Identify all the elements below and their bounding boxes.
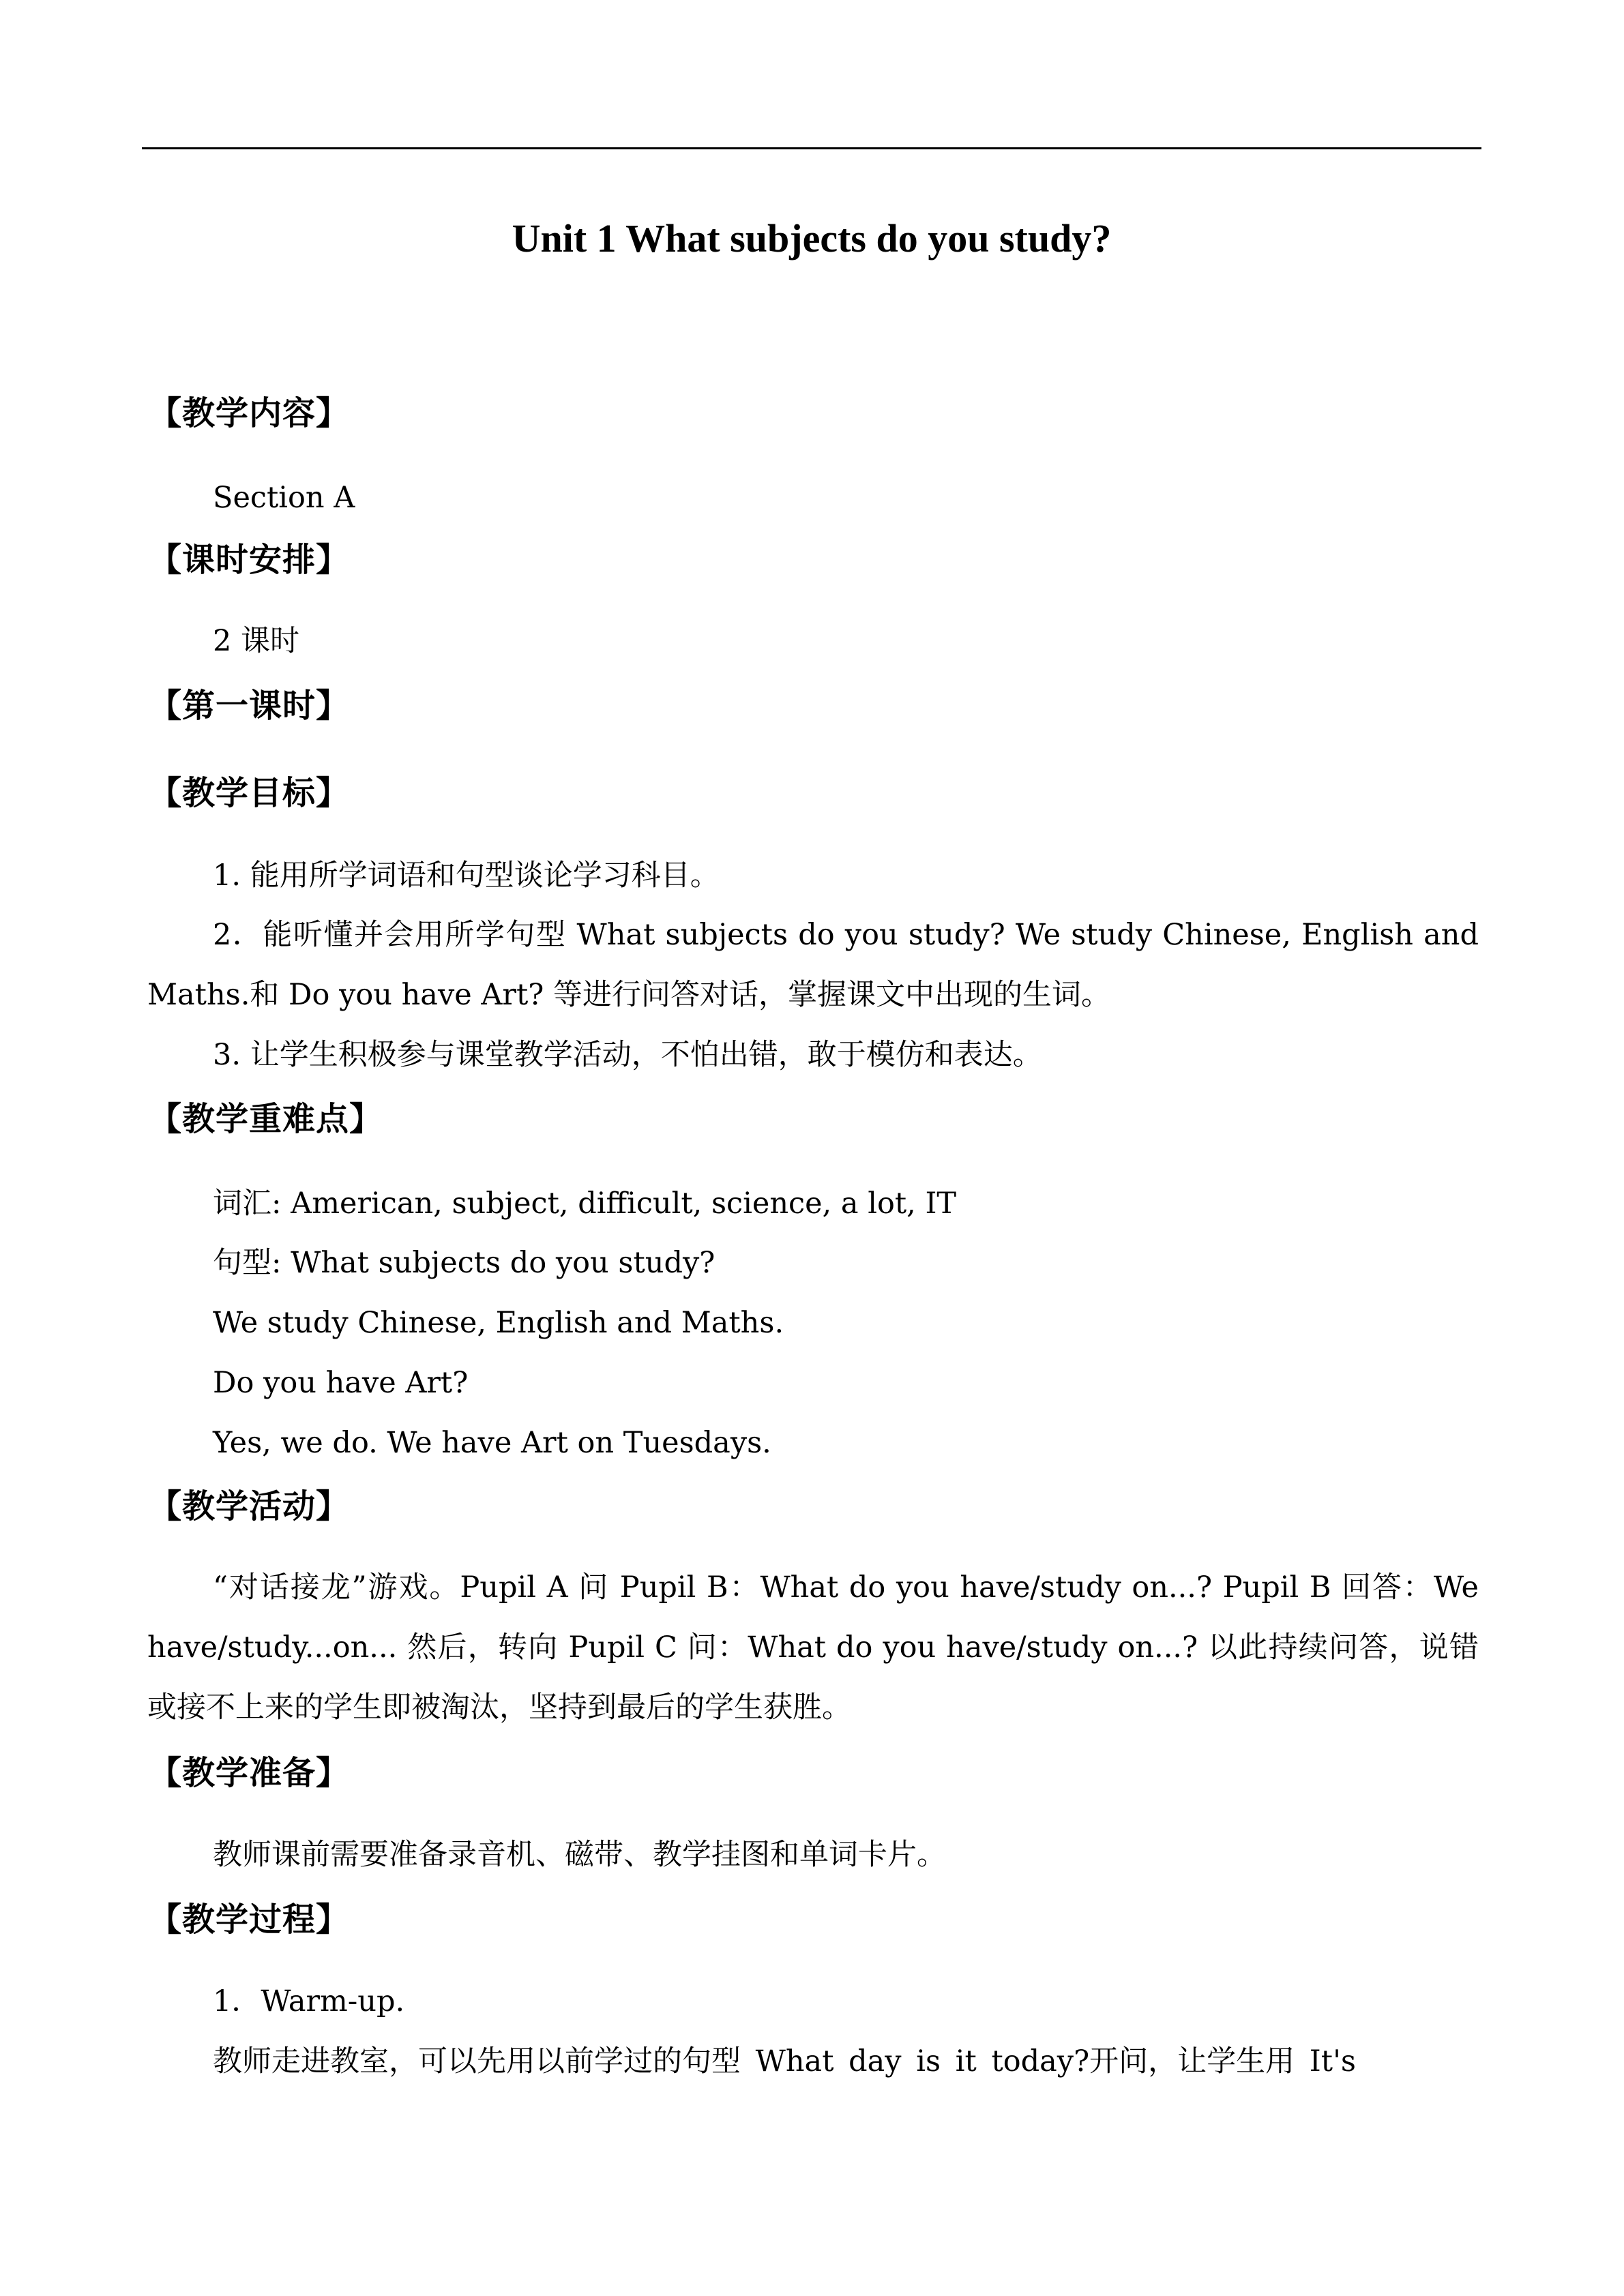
heading-objectives: 【教学目标】 [149,774,350,812]
document-title: Unit 1 What subjects do you study? [512,216,1112,260]
process-step-1: 1．Warm-up. [213,1984,405,2018]
activities-text: “对话接龙”游戏。Pupil A 问 Pupil B：What do you have/study on...? Pupil B 回答：We have/study...on... 然后，转向 Pupil C 问：What do you have/study on...? 以此持续问答，说错或接不上来的学生即被淘汰，坚持到最后的学生获胜。 [147,1570,1479,1725]
heading-schedule: 【课时安排】 [149,541,350,579]
keypoint-sentence-pattern: 句型: What subjects do you study? [213,1246,715,1280]
objective-item-1: 1. 能用所学词语和句型谈论学习科目。 [213,859,720,893]
keypoint-vocabulary: 词汇: American, subject, difficult, science, a lot, IT [213,1187,957,1221]
preparation-text: 教师课前需要准备录音机、磁带、教学挂图和单词卡片。 [213,1838,946,1872]
heading-key-points: 【教学重难点】 [149,1100,383,1138]
teaching-content-text: Section A [213,481,355,515]
heading-activities: 【教学活动】 [149,1487,350,1525]
heading-preparation: 【教学准备】 [149,1754,350,1792]
keypoint-sentence-3: Do you have Art? [213,1366,469,1400]
keypoint-sentence-2: We study Chinese, English and Maths. [213,1306,784,1340]
process-text: 教师走进教室，可以先用以前学过的句型 What day is it today?开问，让学生用 It's [213,2044,1356,2078]
header-rule [142,147,1481,149]
objective-item-3: 3. 让学生积极参与课堂教学活动，不怕出错，敢于模仿和表达。 [213,1038,1042,1072]
schedule-text: 2 课时 [213,624,300,658]
keypoint-sentence-4: Yes, we do. We have Art on Tuesdays. [213,1426,771,1460]
objective-item-2: 2．能听懂并会用所学句型 What subjects do you study? We study Chinese, English and Maths.和 Do you have Art? 等进行问答对话，掌握课文中出现的生词。 [147,918,1479,1012]
heading-process: 【教学过程】 [149,1900,350,1939]
heading-teaching-content: 【教学内容】 [149,394,350,432]
heading-lesson-one: 【第一课时】 [149,687,350,725]
